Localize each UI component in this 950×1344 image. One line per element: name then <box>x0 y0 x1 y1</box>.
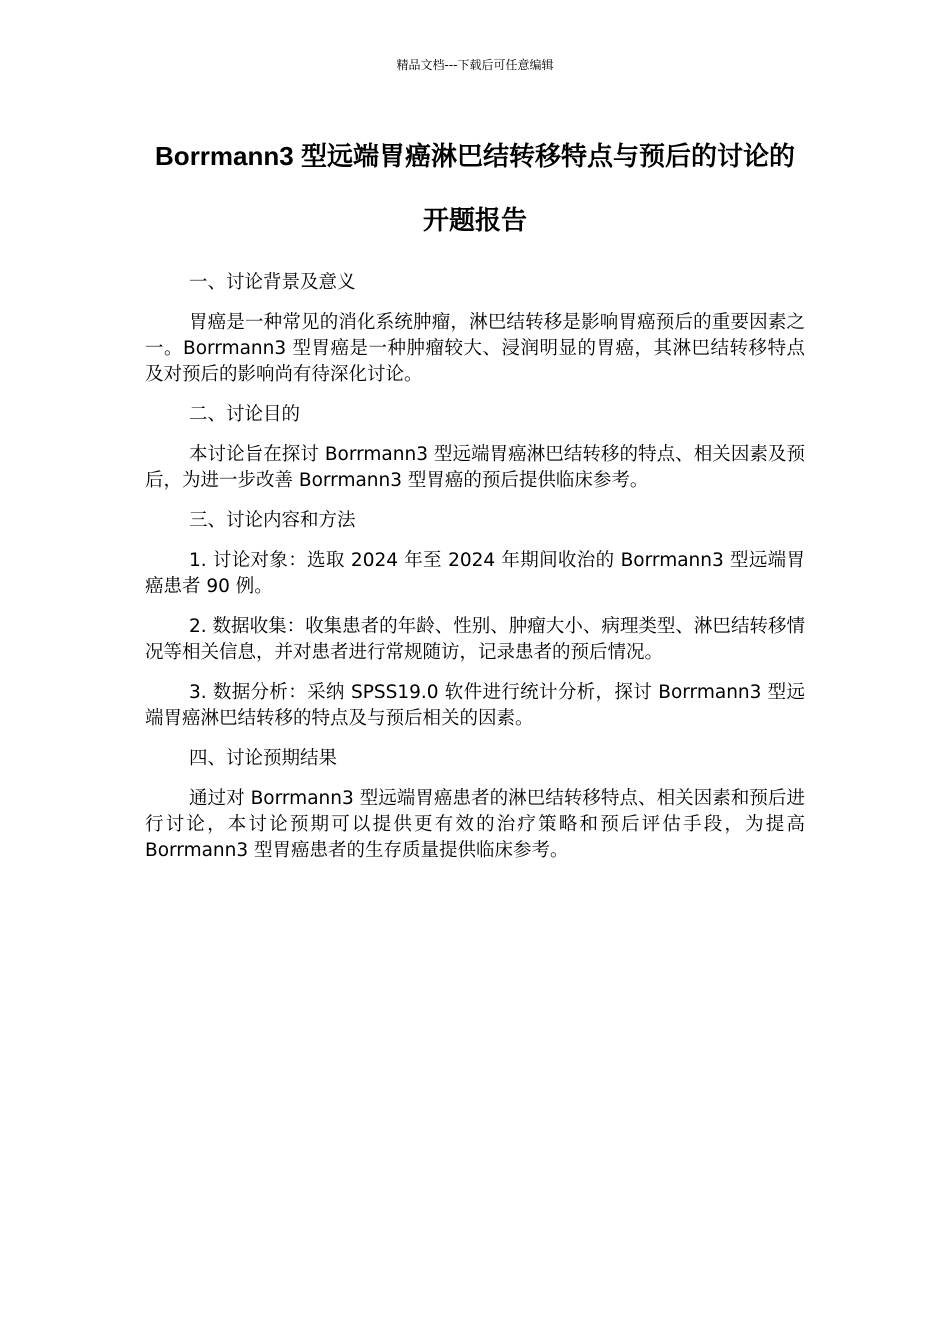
section-heading-expected-results: 四、讨论预期结果 <box>189 748 338 769</box>
section-heading-background: 一、讨论背景及意义 <box>189 272 356 293</box>
document-body <box>145 270 805 878</box>
paragraph-purpose: 本讨论旨在探讨 Borrmann3 型远端胃癌淋巴结转移的特点、相关因素及预后，为进一步改善 Borrmann3 型胃癌的预后提供临床参考。 <box>145 444 805 491</box>
paragraph-data-analysis: 3. 数据分析：采纳 SPSS19.0 软件进行统计分析，探讨 Borrmann3 型远端胃癌淋巴结转移的特点及与预后相关的因素。 <box>145 682 805 729</box>
page-header: 精品文档---下载后可任意编辑 <box>396 58 554 72</box>
paragraph-data-collection: 2. 数据收集：收集患者的年龄、性别、肿瘤大小、病理类型、淋巴结转移情况等相关信息，并对患者进行常规随访，记录患者的预后情况。 <box>145 616 805 663</box>
paragraph-subjects: 1. 讨论对象：选取 2024 年至 2024 年期间收治的 Borrmann3 型远端胃癌患者 90 例。 <box>145 550 805 597</box>
paragraph-expected-results: 通过对 Borrmann3 型远端胃癌患者的淋巴结转移特点、相关因素和预后进行讨论，本讨论预期可以提供更有效的治疗策略和预后评估手段，为提高 Borrmann3 型胃癌患者的生存质量提供临床参考。 <box>145 788 805 861</box>
document-title: Borrmann3 型远端胃癌淋巴结转移特点与预后的讨论的开题报告 <box>155 141 795 235</box>
section-heading-methods: 三、讨论内容和方法 <box>189 510 356 531</box>
paragraph-background: 胃癌是一种常见的消化系统肿瘤，淋巴结转移是影响胃癌预后的重要因素之一。Borrmann3 型胃癌是一种肿瘤较大、浸润明显的胃癌，其淋巴结转移特点及对预后的影响尚有待深化讨论。 <box>145 312 805 385</box>
section-heading-purpose: 二、讨论目的 <box>189 404 301 425</box>
